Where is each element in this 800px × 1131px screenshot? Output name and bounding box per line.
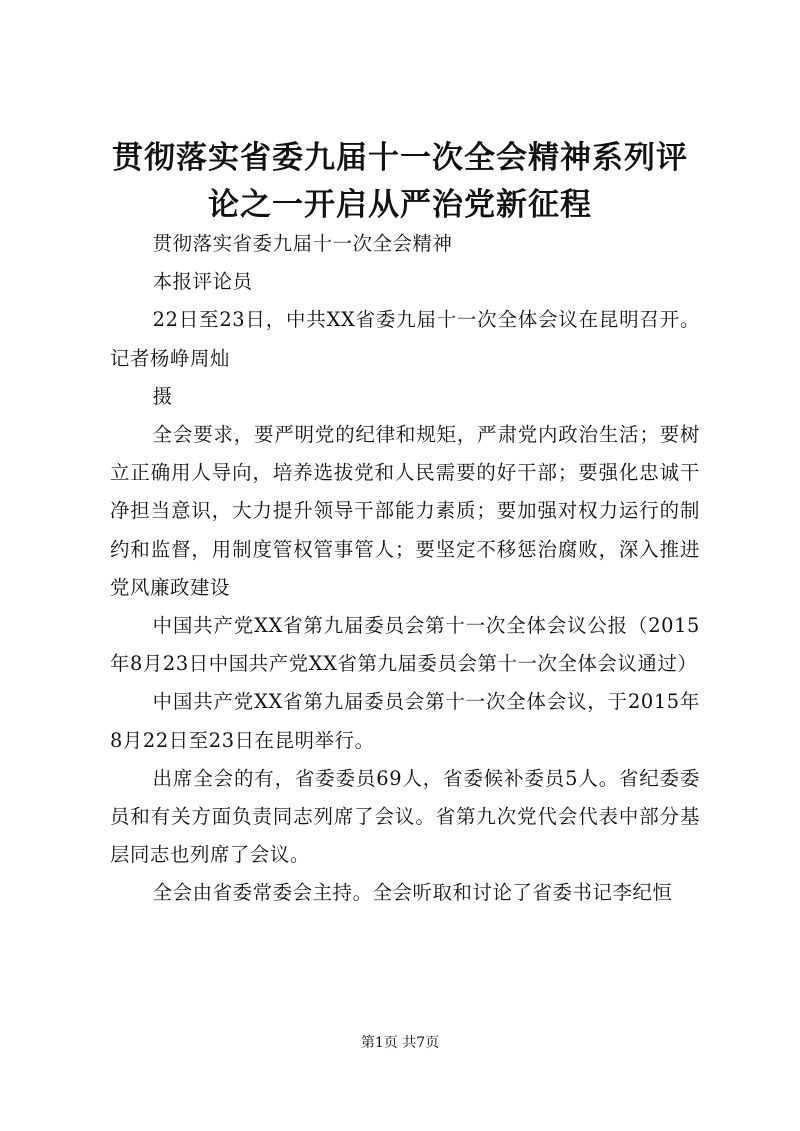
paragraph-meeting-held: 中国共产党XX省第九届委员会第十一次全体会议，于2015年8月22日至23日在昆明举行。 xyxy=(110,690,700,752)
document-body xyxy=(110,225,700,913)
paragraph-photo-credit: 摄 xyxy=(152,384,173,408)
document-title: 贯彻落实省委九届十一次全会精神系列评论之一开启从严治党新征程 xyxy=(112,140,688,223)
paragraph-meeting-intro: 22日至23日，中共XX省委九届十一次全体会议在昆明召开。记者杨峥周灿 xyxy=(110,308,700,370)
paragraph-subtitle: 贯彻落实省委九届十一次全会精神 xyxy=(152,232,453,255)
paragraph-author: 本报评论员 xyxy=(152,270,253,294)
paragraph-plenary-requirements: 全会要求，要严明党的纪律和规矩，严肃党内政治生活；要树立正确用人导向，培养选拔党和人民需要的好干部；要强化忠诚干净担当意识，大力提升领导干部能力素质；要加强对权力运行的制约和监督，用制度管权管事管人；要坚定不移惩治腐败，深入推进党风廉政建设 xyxy=(110,423,700,599)
paragraph-attendance: 出席全会的有，省委委员69人，省委候补委员5人。省纪委委员和有关方面负责同志列席了会议。省第九次党代会代表中部分基层同志也列席了会议。 xyxy=(110,766,700,867)
paragraph-presided: 全会由省委常委会主持。全会听取和讨论了省委书记李纪恒 xyxy=(152,881,673,905)
paragraph-communique-heading: 中国共产党XX省第九届委员会第十一次全体会议公报（2015年8月23日中国共产党XX省第九届委员会第十一次全体会议通过） xyxy=(110,614,700,676)
page-number-footer: 第1页 共7页 xyxy=(360,1035,440,1051)
